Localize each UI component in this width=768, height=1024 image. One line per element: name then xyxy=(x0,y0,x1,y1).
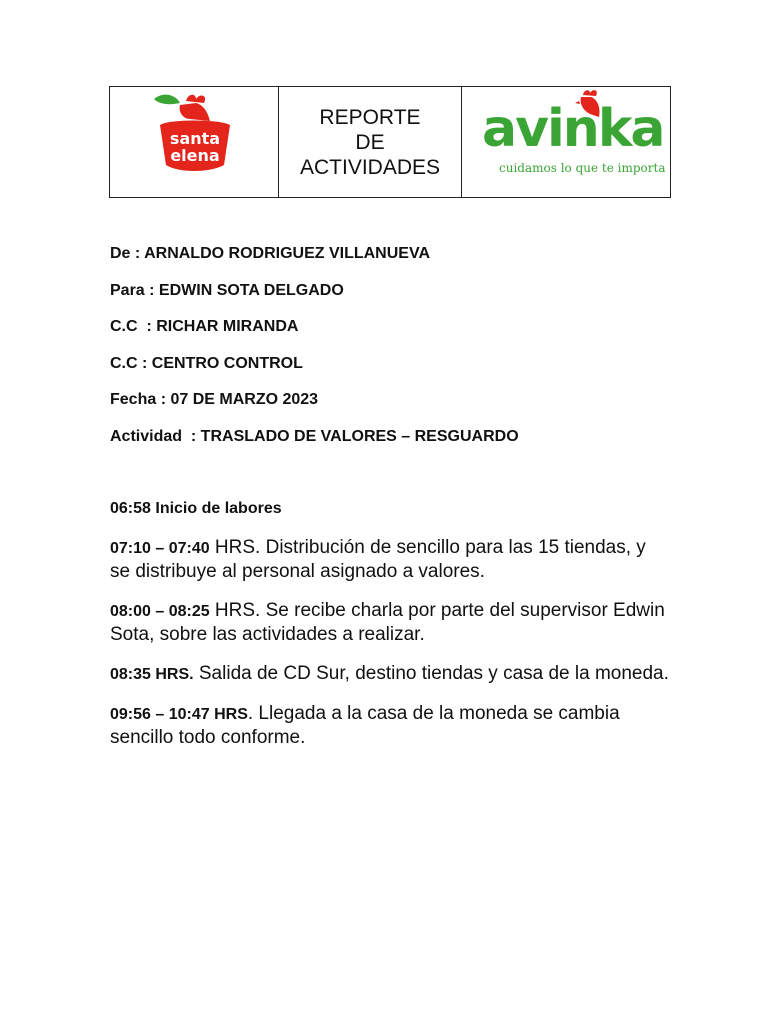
entry-time: 07:10 – 07:40 xyxy=(110,540,210,557)
header-table xyxy=(109,86,671,198)
report-metadata xyxy=(110,243,710,462)
title-line-1: REPORTE xyxy=(319,105,421,129)
activity-log xyxy=(110,498,670,765)
svg-text:elena: elena xyxy=(170,146,220,165)
entry-hrs: HRS. xyxy=(209,600,261,621)
entry-time: 09:56 – 10:47 xyxy=(110,706,215,723)
entry-hrs: HRS xyxy=(214,706,248,723)
log-entry xyxy=(110,702,670,749)
svg-text:santa: santa xyxy=(169,129,221,148)
santa-elena-logo-cell xyxy=(110,87,279,197)
to-line: Para : EDWIN SOTA DELGADO xyxy=(110,281,344,299)
avinka-logo-cell xyxy=(462,87,670,197)
report-title xyxy=(300,105,440,180)
activity-line: Actividad : TRASLADO DE VALORES – RESGUARDO xyxy=(110,427,519,445)
entry-time: 08:35 xyxy=(110,666,156,683)
log-entry xyxy=(110,536,670,583)
title-line-2: DE xyxy=(355,130,385,154)
cc-line-1: C.C : RICHAR MIRANDA xyxy=(110,318,299,335)
entry-hrs: HRS. xyxy=(209,537,261,558)
avinka-tagline: cuidamos lo que te importa xyxy=(499,161,666,175)
log-entry xyxy=(110,599,670,646)
entry-text: Se recibe charla por parte del supervisor Edwin Sota, sobre las actividades a realizar. xyxy=(110,600,665,645)
log-start-entry: 06:58 Inicio de labores xyxy=(110,500,282,517)
title-line-3: ACTIVIDADES xyxy=(299,155,441,179)
log-entry xyxy=(110,662,670,686)
from-line: De : ARNALDO RODRIGUEZ VILLANUEVA xyxy=(110,245,430,262)
entry-hrs: HRS. xyxy=(155,666,194,683)
entry-time: 08:00 – 08:25 xyxy=(110,603,210,620)
entry-text: Salida de CD Sur, destino tiendas y casa de la moneda. xyxy=(193,663,669,684)
entry-text: Distribución de sencillo para las 15 tiendas, y se distribuye al personal asignado a valores. xyxy=(110,537,646,582)
report-title-cell xyxy=(279,87,462,197)
date-line: Fecha : 07 DE MARZO 2023 xyxy=(110,391,319,408)
avinka-wordmark: avinka xyxy=(482,99,664,159)
cc-line-2: C.C : CENTRO CONTROL xyxy=(110,354,303,372)
entry-text: . Llegada a la casa de la moneda se cambia sencillo todo conforme. xyxy=(110,703,620,748)
santa-elena-logo xyxy=(150,91,240,175)
